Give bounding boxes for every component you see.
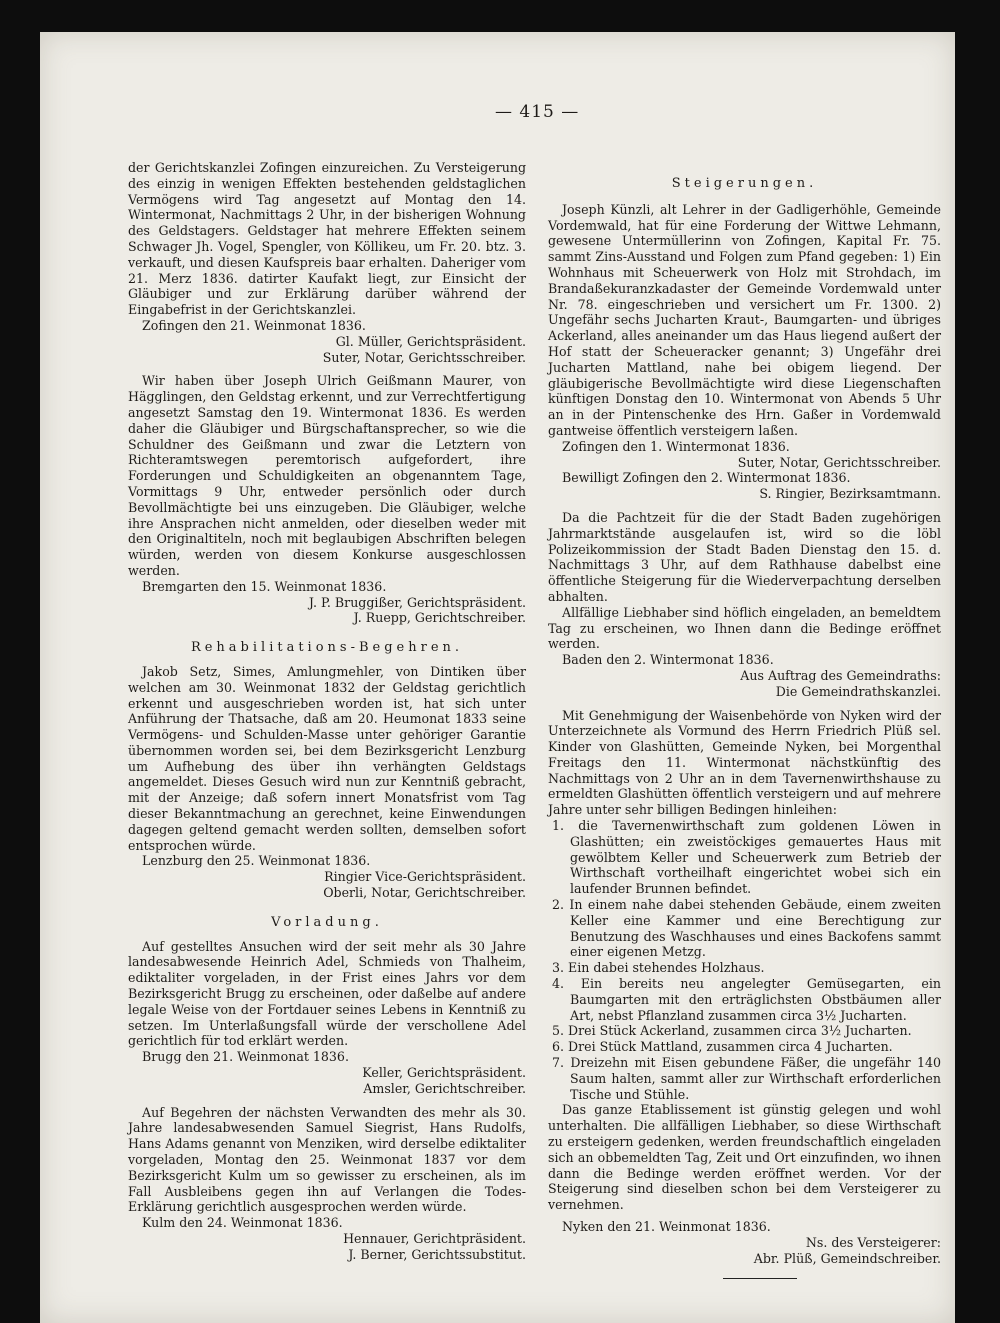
notice-text: Das ganze Etablissement ist günstig gelegen und wohl unterhalten. Die allfälligen Liebhaber, so diese Wirthschaft zu ersteigern gedenken, werden freundschaftlich eingeladen sich an obbemeldten Tag, Zeit und Ort einzufinden, wo ihnen dann die Bedinge werden eröffnet werden. Vor der Steigerung sind dieselben schon bei dem Versteigerer zu vernehmen. (548, 1102, 941, 1213)
closing-rule (723, 1278, 797, 1279)
place-date: Baden den 2. Wintermonat 1836. (562, 652, 774, 668)
signature: J. P. Bruggißer, Gerichtspräsident. (308, 594, 526, 610)
section-heading-steigerungen: Steigerungen. (671, 176, 818, 191)
signature: Abr. Plüß, Gemeindschreiber. (753, 1250, 941, 1266)
notice-text: der Gerichtskanzlei Zofingen einzureichen. Zu Versteigerung des einzig in wenigen Effekten bestehenden geldstaglichen Vermögens wird Tag angesetzt auf Montag den 14. Wintermonat, Nachmittags 2 Uhr, in der bisherigen Wohnung des Geldstagers. Geldstager hat mehrere Effekten seinem Schwager Jh. Vogel, Spengler, von Köllikeu, um Fr. 20. btz. 3. verkauft, und diesen Kaufspreis baar erhalten. Daheriger vom 21. Merz 1836. datirter Kaufakt liegt, zur Einsicht der Gläubiger und zur Erklärung darüber während der Eingabefrist in der Gerichtskanzlei. (128, 160, 526, 318)
list-item: 7. Dreizehn mit Eisen gebundene Fäßer, die ungefähr 140 Saum halten, sammt aller zur Wirthschaft erforderlichen Tische und Stühle. (552, 1055, 941, 1102)
notice-vordemwald-steigerung (548, 202, 941, 502)
place-date: Zofingen den 1. Wintermonat 1836. (562, 438, 790, 454)
signature: Keller, Gerichtspräsident. (362, 1065, 526, 1081)
signature: Ringier Vice-Gerichtspräsident. (324, 869, 526, 885)
notice-text: Auf gestelltes Ansuchen wird der seit mehr als 30 Jahre landesabwesende Heinrich Adel, Schmieds von Thalheim, ediktaliter vorgeladen, in der Frist eines Jahrs vor dem Bezirksgericht Brugg zu erscheinen, oder daßelbe auf andere legale Weise von der Fortdauer seines Lebens in Kenntniß zu setzen. Im Unterlaßungsfall würde der verschollene Adel gerichtlich für tod erklärt werden. (128, 938, 526, 1049)
signature: Aus Auftrag des Gemeindraths: (740, 667, 941, 683)
page-number: — 415 — (495, 102, 580, 122)
signature: Oberli, Notar, Gerichtschreiber. (323, 885, 526, 901)
notice-zofingen-geldstag (128, 160, 526, 365)
newspaper-page (40, 32, 955, 1323)
signature: Suter, Notar, Gerichtsschreiber. (737, 454, 941, 470)
signature: Suter, Notar, Gerichtsschreiber. (322, 349, 526, 365)
signature: Gl. Müller, Gerichtspräsident. (335, 333, 526, 349)
notice-text: Jakob Setz, Simes, Amlungmehler, von Dintiken über welchen am 30. Weinmonat 1832 der Geldstag gerichtlich erkennt und ausgeschrieben worden ist, hat sich unter Anführung der Thatsache, daß am 20. Heumonat 1833 seine Vermögens- und Schulden-Masse unter gehöriger Garantie übernommen worden sei, bei dem Bezirksgericht Lenzburg um Aufhebung des über ihn verhängten Geldstags angemeldet. Dieses Gesuch wird nun zur Kenntniß gebracht, mit der Anzeige; daß sofern innert Monatsfrist vom Tag dieser Bekanntmachung an gerechnet, keine Einwendungen dagegen geltend gemacht werden sollten, demselben sofort entsprochen würde. (128, 663, 526, 853)
notice-bremgarten-geldstag (128, 373, 526, 626)
signature: Die Gemeindrathskanzlei. (775, 683, 941, 699)
notice-text: Auf Begehren der nächsten Verwandten des mehr als 30. Jahre landesabwesenden Samuel Siegrist, Hans Rudolfs, Hans Adams genannt von Menziken, wird derselbe ediktaliter vorgeladen, Montag den 25. Weinmonat 1837 vor dem Bezirksgericht Kulm um so gewisser zu erscheinen, als im Fall Ausbleibens gegen ihn auf Verlangen die Todes-Erklärung gerichtlich ausgesprochen werden würde. (128, 1104, 526, 1215)
notice-text: Allfällige Liebhaber sind höflich eingeladen, an bemeldtem Tag zu erscheinen, wo Ihnen dann die Bedinge eröffnet werden. (548, 604, 941, 652)
notice-kulm-vorladung (128, 1105, 526, 1263)
signature: Hennauer, Gerichtpräsident. (343, 1231, 526, 1246)
notice-text: Da die Pachtzeit für die der Stadt Baden zugehörigen Jahrmarktstände ausgelaufen ist, wird so die löbl Polizeikommission der Stadt Baden Dienstag den 15. d. Nachmittags 3 Uhr, auf dem Rathhause dabelbst eine öffentliche Steigerung für die Wiederverpachtung derselben abhalten. (548, 509, 941, 604)
notice-text: Mit Genehmigung der Waisenbehörde von Nyken wird der Unterzeichnete als Vormund des Herrn Friedrich Plüß sel. Kinder von Glashütten, Gemeinde Nyken, bei Morgenthal Freitags den 11. Wintermonat nächstkünftig des Nachmittags von 2 Uhr an in dem Tavernenwirthshause zu ermeldten Glashütten öffentlich versteigern und auf mehrere Jahre unter sehr billigen Bedingen hinleihen: (548, 707, 941, 818)
notice-text: Wir haben über Joseph Ulrich Geißmann Maurer, von Hägglingen, den Geldstag erkennt, und zur Verrechtfertigung angesetzt Samstag den 19. Wintermonat 1836. Es werden daher die Gläubiger und Bürgschaftansprecher, so wie die Schuldner des Geißmann und zwar die Letztern von Richteramtswegen peremtorisch aufgefordert, ihre Forderungen und Schuldigkeiten an obgenanntem Tage, Vormittags 9 Uhr, entweder persönlich oder durch Bevollmächtigte bei uns einzugeben. Die Gläubiger, welche ihre Ansprachen nicht anmelden, oder dieselben weder mit den Originaltiteln, noch mit beglaubigen Abschriften belegen würden, werden von diesem Konkurse ausgeschlossen werden. (128, 373, 526, 578)
place-date: Lenzburg den 25. Weinmonat 1836. (142, 853, 371, 869)
notice-text: Joseph Künzli, alt Lehrer in der Gadligerhöhle, Gemeinde Vordemwald, hat für eine Forderung der Wittwe Lehmann, gewesene Untermüllerinn von Zofingen, Kapital Fr. 75. sammt Zins-Ausstand und Folgen zum Pfand gegeben: 1) Ein Wohnhaus mit Scheuerwerk von Holz mit Strohdach, im Brandaßekuranzkadaster der Gemeinde Vordemwald unter Nr. 78. eingeschrieben und versichert um Fr. 1300. 2) Ungefähr sechs Jucharten Kraut-, Baumgarten- und übriges Ackerland, alles aneinander um das Haus liegend außert der Hof statt der Scheueracker genannt; 3) Ungefähr drei Jucharten Mattland, nahe bei obigem liegend. Der gläubigerische Bevollmächtigte wird diese Liegenschaften künftigen Donstag den 10. Wintermonat von Abends 5 Uhr an in der Pintenschenke des Hrn. Gaßer in Vordemwald gantweise öffentlich versteigern laßen. (548, 201, 941, 438)
notice-brugg-vorladung (128, 939, 526, 1097)
place-date: Zofingen den 21. Weinmonat 1836. (142, 317, 366, 333)
signature: J. Ruepp, Gerichtschreiber. (353, 610, 526, 626)
place-date: Kulm den 24. Weinmonat 1836. (142, 1215, 343, 1231)
list-item: 4. Ein bereits neu angelegter Gemüsegarten, ein Baumgarten mit den erträglichsten Obstbäumen aller Art, nebst Pflanzland zusammen circa 3½ Jucharten. (552, 976, 941, 1023)
list-item: 5. Drei Stück Ackerland, zusammen circa 3½ Jucharten. (552, 1023, 912, 1039)
place-date: Bremgarten den 15. Weinmonat 1836. (142, 578, 387, 594)
notice-lenzburg-rehabilitation (128, 664, 526, 901)
section-heading-rehabilitation: Rehabilitations-Begehren. (190, 640, 464, 656)
signature: Amsler, Gerichtschreiber. (363, 1080, 526, 1096)
signature: Ns. des Versteigerer: (805, 1234, 941, 1250)
section-heading-vorladung: Vorladung. (271, 914, 383, 930)
place-date: Brugg den 21. Weinmonat 1836. (142, 1049, 349, 1065)
place-date: Nyken den 21. Weinmonat 1836. (562, 1219, 771, 1234)
notice-glashuetten-steigerung (548, 708, 941, 1280)
signature: J. Berner, Gerichtssubstitut. (348, 1246, 526, 1262)
list-item: 3. Ein dabei stehendes Holzhaus. (552, 960, 765, 976)
left-column (128, 160, 526, 1263)
list-item: 2. In einem nahe dabei stehenden Gebäude, einem zweiten Keller eine Kammer und eine Berechtigung zur Benutzung des Waschhauses und eines Backofens sammt einer eigenen Metzg. (552, 897, 941, 960)
approval-line: Bewilligt Zofingen den 2. Wintermonat 1836. (562, 470, 851, 486)
right-column (548, 160, 941, 1279)
list-item: 6. Drei Stück Mattland, zusammen circa 4 Jucharten. (552, 1039, 893, 1055)
notice-baden-steigerung (548, 510, 941, 700)
list-item: 1. die Tavernenwirthschaft zum goldenen Löwen in Glashütten; ein zweistöckiges gemauertes Haus mit gewölbtem Keller und Scheuerwerk zum Betrieb der Wirthschaft vortheilhaft eingerichtet wobei sich ein laufender Brunnen befindet. (552, 818, 941, 897)
signature: S. Ringier, Bezirksamtmann. (759, 486, 941, 502)
